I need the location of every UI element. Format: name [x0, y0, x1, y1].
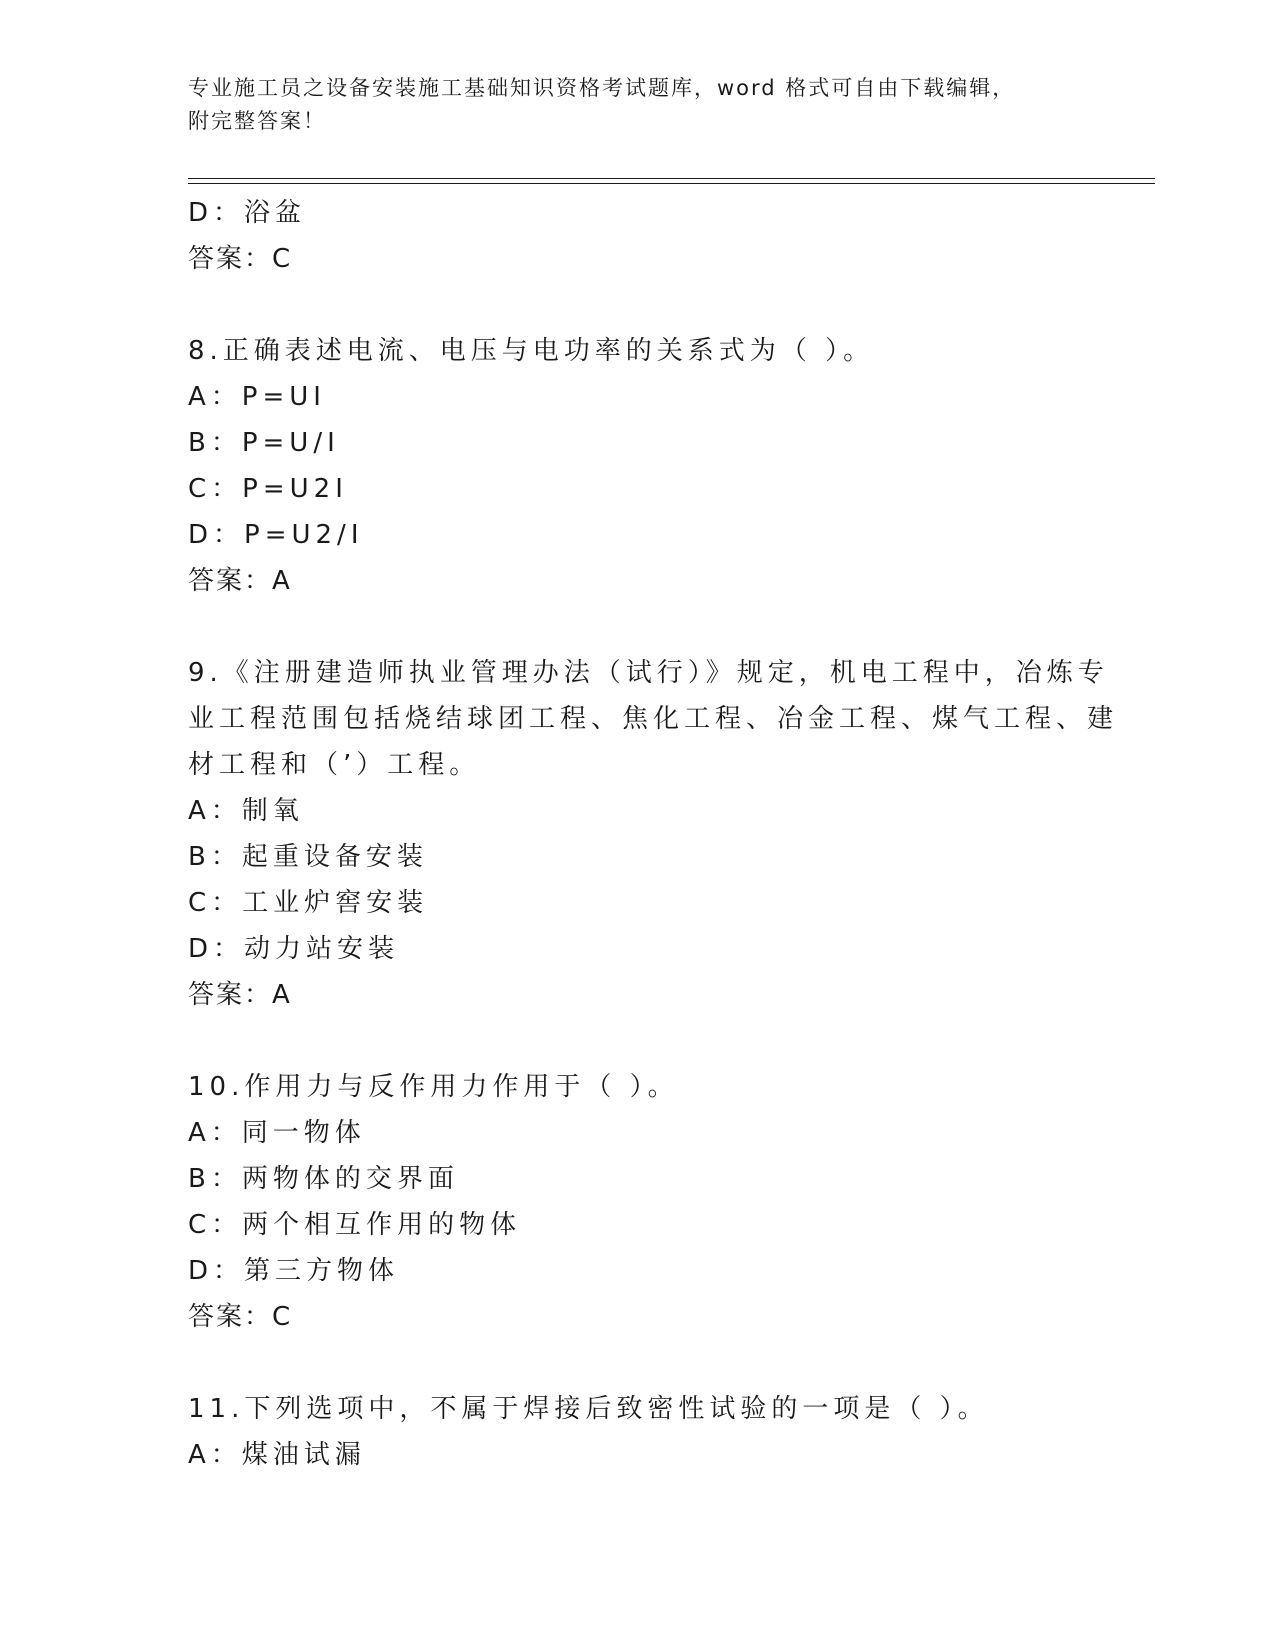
question-stem-line-1: 9.《注册建造师执业管理办法（试行）》规定，机电工程中，冶炼专: [188, 658, 1109, 688]
option-b: B：起重设备安装: [188, 842, 428, 872]
answer: 答案：C: [188, 1302, 293, 1332]
option-d: D：动力站安装: [188, 934, 400, 964]
question-9: [188, 650, 1119, 1018]
header-divider-top: [188, 178, 1155, 179]
document-header: [188, 72, 1068, 138]
question-11: [188, 1386, 1068, 1478]
question-8: [188, 328, 1068, 604]
question-stem-line-3: 材工程和（’）工程。: [188, 750, 481, 780]
answer: 答案：A: [188, 566, 292, 596]
header-line-1: 专业施工员之设备安装施工基础知识资格考试题库，word 格式可自由下载编辑，: [188, 76, 1016, 100]
answer: 答案：C: [188, 244, 293, 274]
option-b: B：P=U/I: [188, 428, 340, 458]
question-10: [188, 1064, 1068, 1340]
option-c: C：两个相互作用的物体: [188, 1210, 522, 1240]
option-a: A：煤油试漏: [188, 1440, 366, 1470]
question-stem: 8.正确表述电流、电压与电功率的关系式为（ ）。: [188, 336, 875, 366]
header-line-2: 附完整答案！: [188, 109, 326, 133]
option-c: C：P=U2I: [188, 474, 348, 504]
option-d: D：浴盆: [188, 198, 307, 228]
question-stem: 10.作用力与反作用力作用于（ ）。: [188, 1072, 679, 1102]
option-a: A：制氧: [188, 796, 304, 826]
question-stem-line-2: 业工程范围包括烧结球团工程、焦化工程、冶金工程、煤气工程、建: [188, 704, 1119, 734]
option-d: D：第三方物体: [188, 1256, 400, 1286]
header-divider-bottom: [188, 183, 1155, 184]
answer: 答案：A: [188, 980, 292, 1010]
option-a: A：同一物体: [188, 1118, 366, 1148]
question-stem: 11.下列选项中，不属于焊接后致密性试验的一项是（ ）。: [188, 1394, 989, 1424]
option-c: C：工业炉窖安装: [188, 888, 429, 918]
question-list: [188, 190, 1119, 1478]
previous-question-tail: [188, 190, 1068, 282]
option-a: A：P=UI: [188, 382, 326, 412]
option-b: B：两物体的交界面: [188, 1164, 459, 1194]
option-d: D：P=U2/I: [188, 520, 364, 550]
